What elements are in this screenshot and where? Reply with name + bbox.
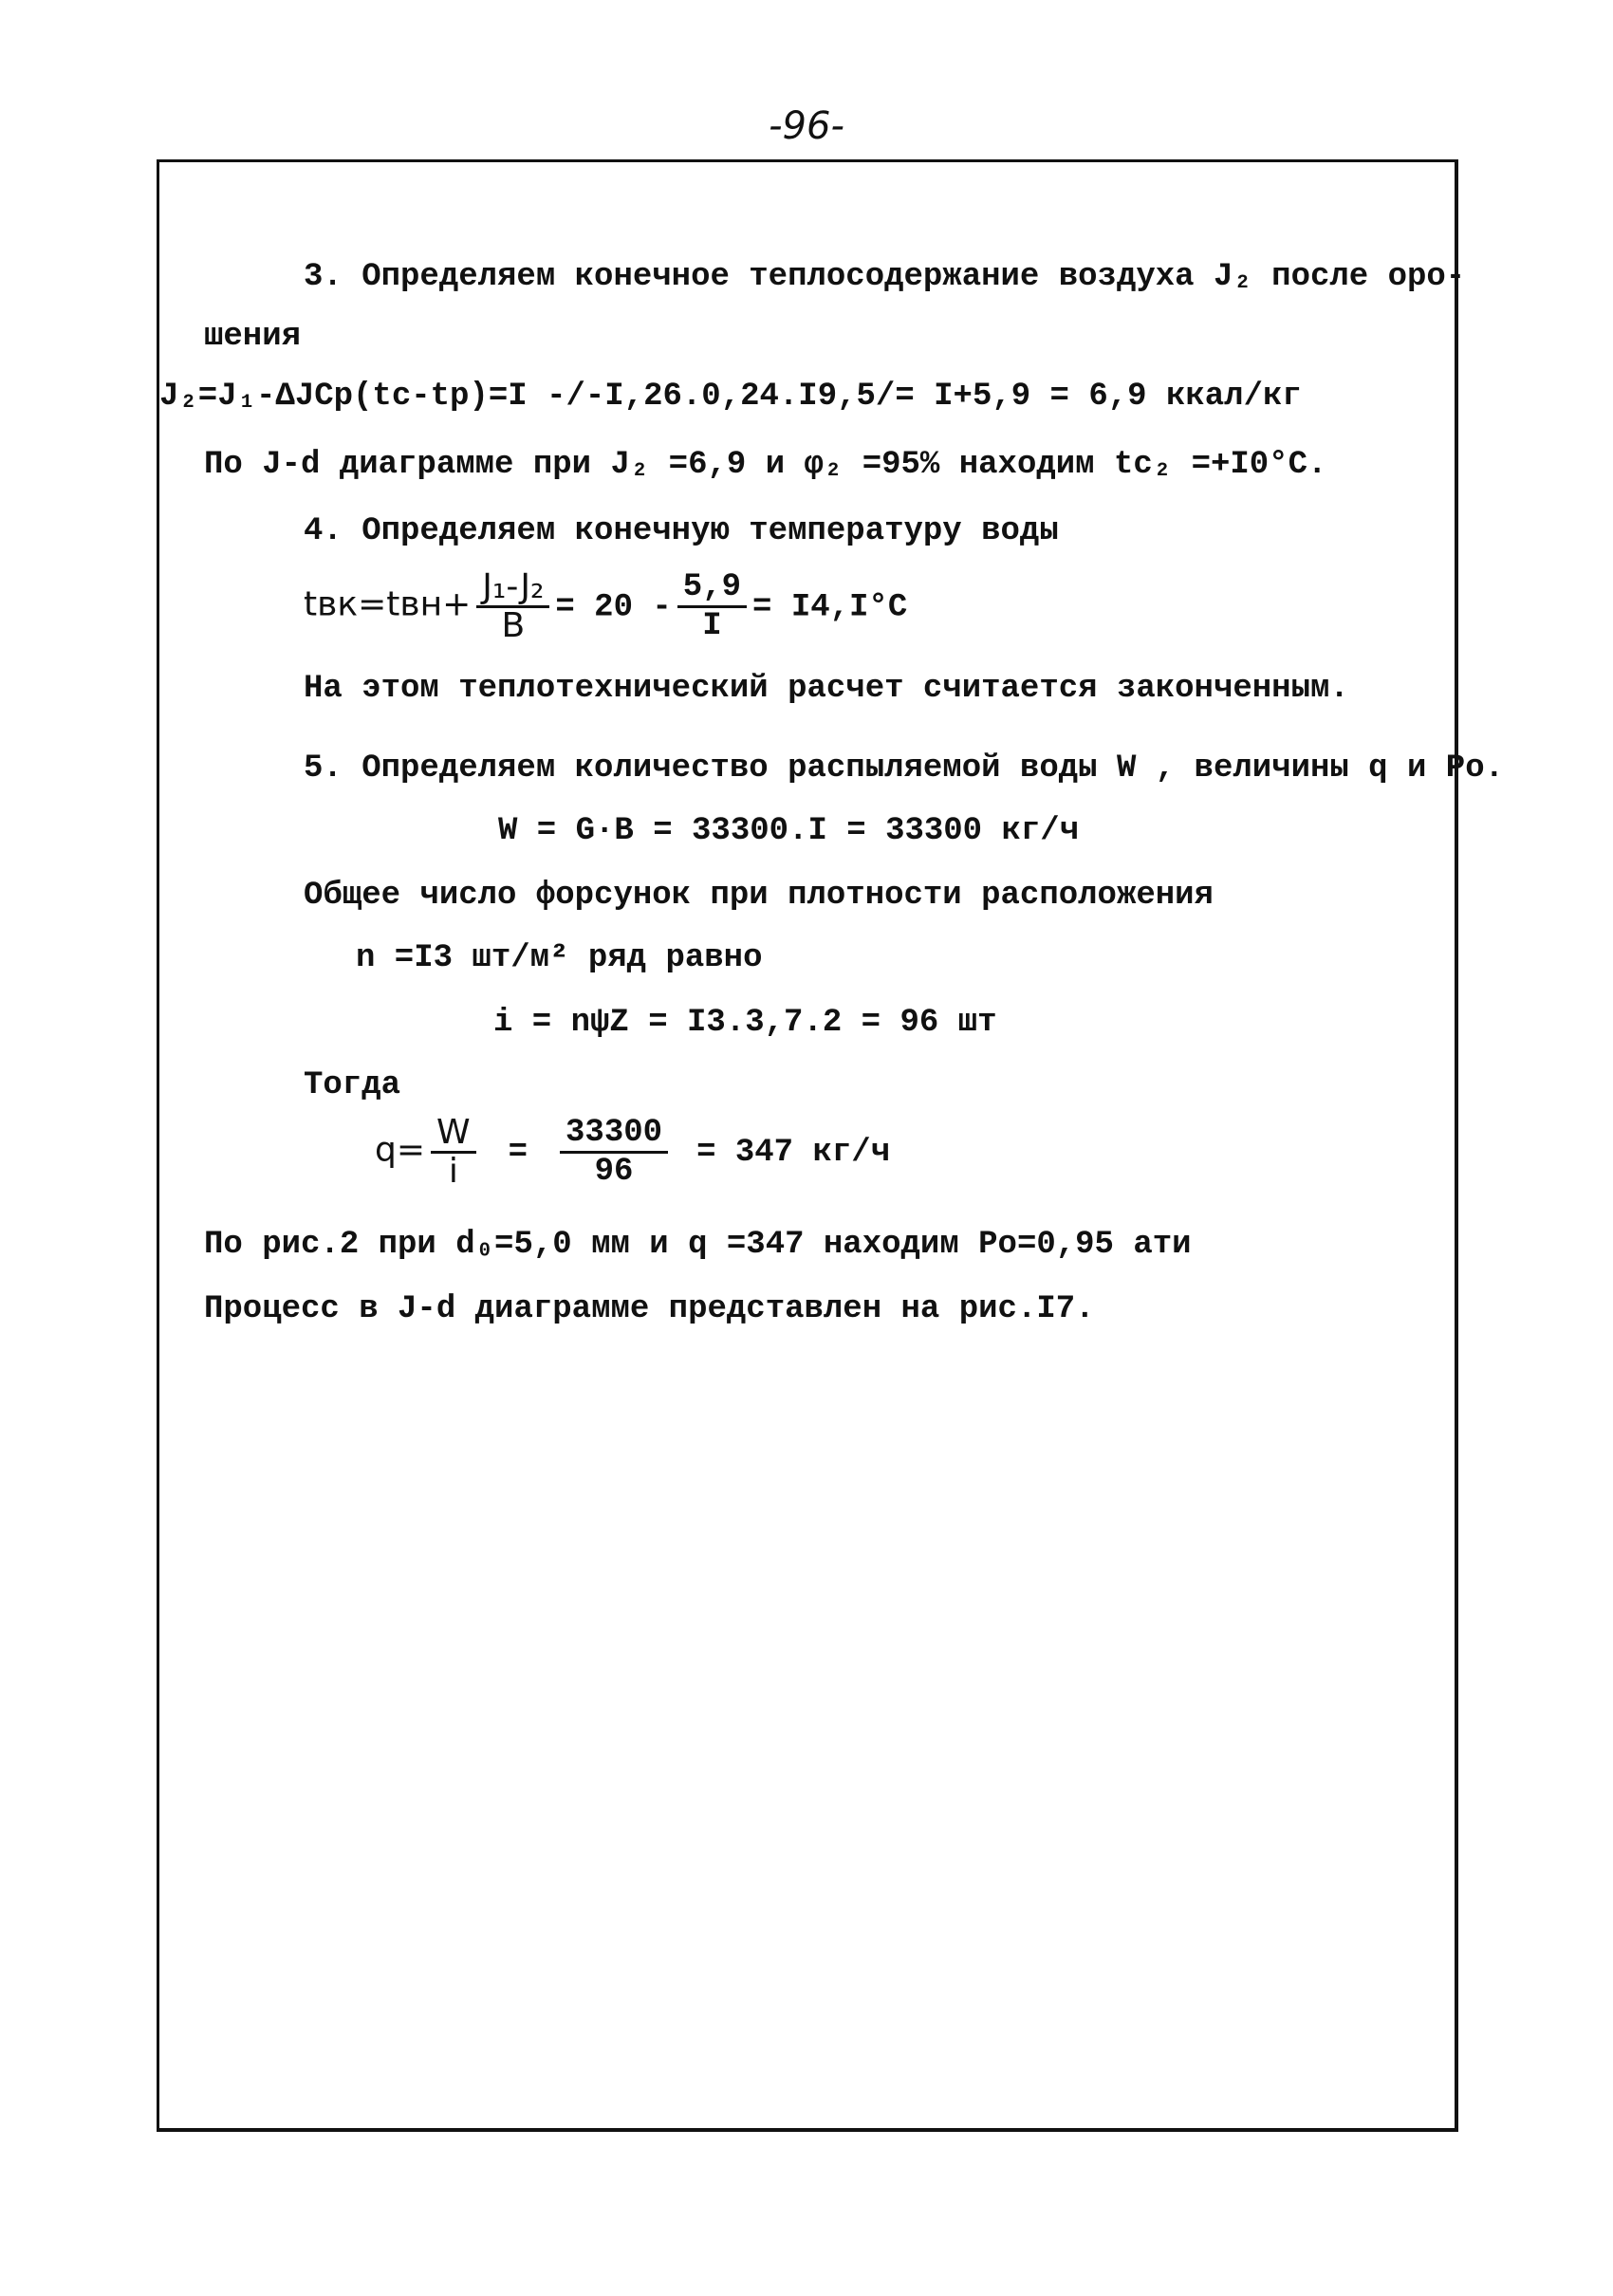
step-5-heading: 5. Определяем количество распыляемой воды W , величины q и Pо. [304, 750, 1505, 787]
fraction-numerator-value: 5,9 [677, 569, 747, 608]
capacity-numerator-value: 33300 [560, 1115, 668, 1154]
formula-lhs: tвк=tвн+ [304, 584, 472, 624]
process-diagram-note: Процесс в J-d диаграмме представлен на рис.I7. [204, 1291, 1095, 1327]
formula-enthalpy: J₂=J₁-ΔJCp(tc-tp)=I -/-I,26.0,24.I9,5/= I+5,9 = 6,9 ккал/кг [159, 379, 1302, 415]
formula-result: = I4,I°C [752, 589, 908, 626]
fraction-capacity [431, 1115, 476, 1190]
page-number: -96- [769, 104, 844, 148]
fraction-enthalpy [476, 569, 549, 644]
step-3-heading: 3. Определяем конечное теплосодержание воздуха J₂ после оро- [304, 259, 1466, 295]
capacity-result: = 347 кг/ч [696, 1135, 891, 1172]
step-3-heading-cont: шения [204, 319, 302, 355]
nozzle-density-line: n =I3 шт/м² ряд равно [356, 940, 763, 976]
nozzle-count-line: Общее число форсунок при плотности расположения [304, 878, 1214, 914]
pressure-result-line: По рис.2 при d₀=5,0 мм и q =347 находим Po=0,95 ати [204, 1227, 1192, 1263]
formula-mid: = 20 - [555, 589, 672, 626]
fraction-numerator: J₁-J₂ [476, 569, 549, 608]
fraction-denominator: B [501, 606, 526, 645]
diagram-result-line: По J-d диаграмме при J₂ =6,9 и φ₂ =95% находим tc₂ =+I0°C. [204, 447, 1327, 483]
capacity-denominator: i [448, 1152, 458, 1191]
step-4-heading: 4. Определяем конечную температуру воды [304, 513, 1059, 549]
formula-water-temp [304, 569, 907, 644]
fraction-value [677, 569, 747, 644]
capacity-lhs: q= [375, 1130, 426, 1170]
capacity-denominator-value: 96 [594, 1154, 634, 1190]
formula-nozzle-capacity [375, 1115, 890, 1190]
calc-complete-note: На этом теплотехнический расчет считается законченным. [304, 671, 1349, 707]
fraction-capacity-value [560, 1115, 668, 1190]
fraction-denominator-value: I [702, 608, 722, 644]
formula-water-flow: W = G·B = 33300.I = 33300 кг/ч [498, 813, 1080, 849]
capacity-numerator: W [431, 1115, 476, 1154]
capacity-eq: = [508, 1135, 528, 1172]
then-label: Тогда [304, 1067, 401, 1103]
formula-nozzle-total: i = nψZ = I3.3,7.2 = 96 шт [493, 1005, 997, 1041]
